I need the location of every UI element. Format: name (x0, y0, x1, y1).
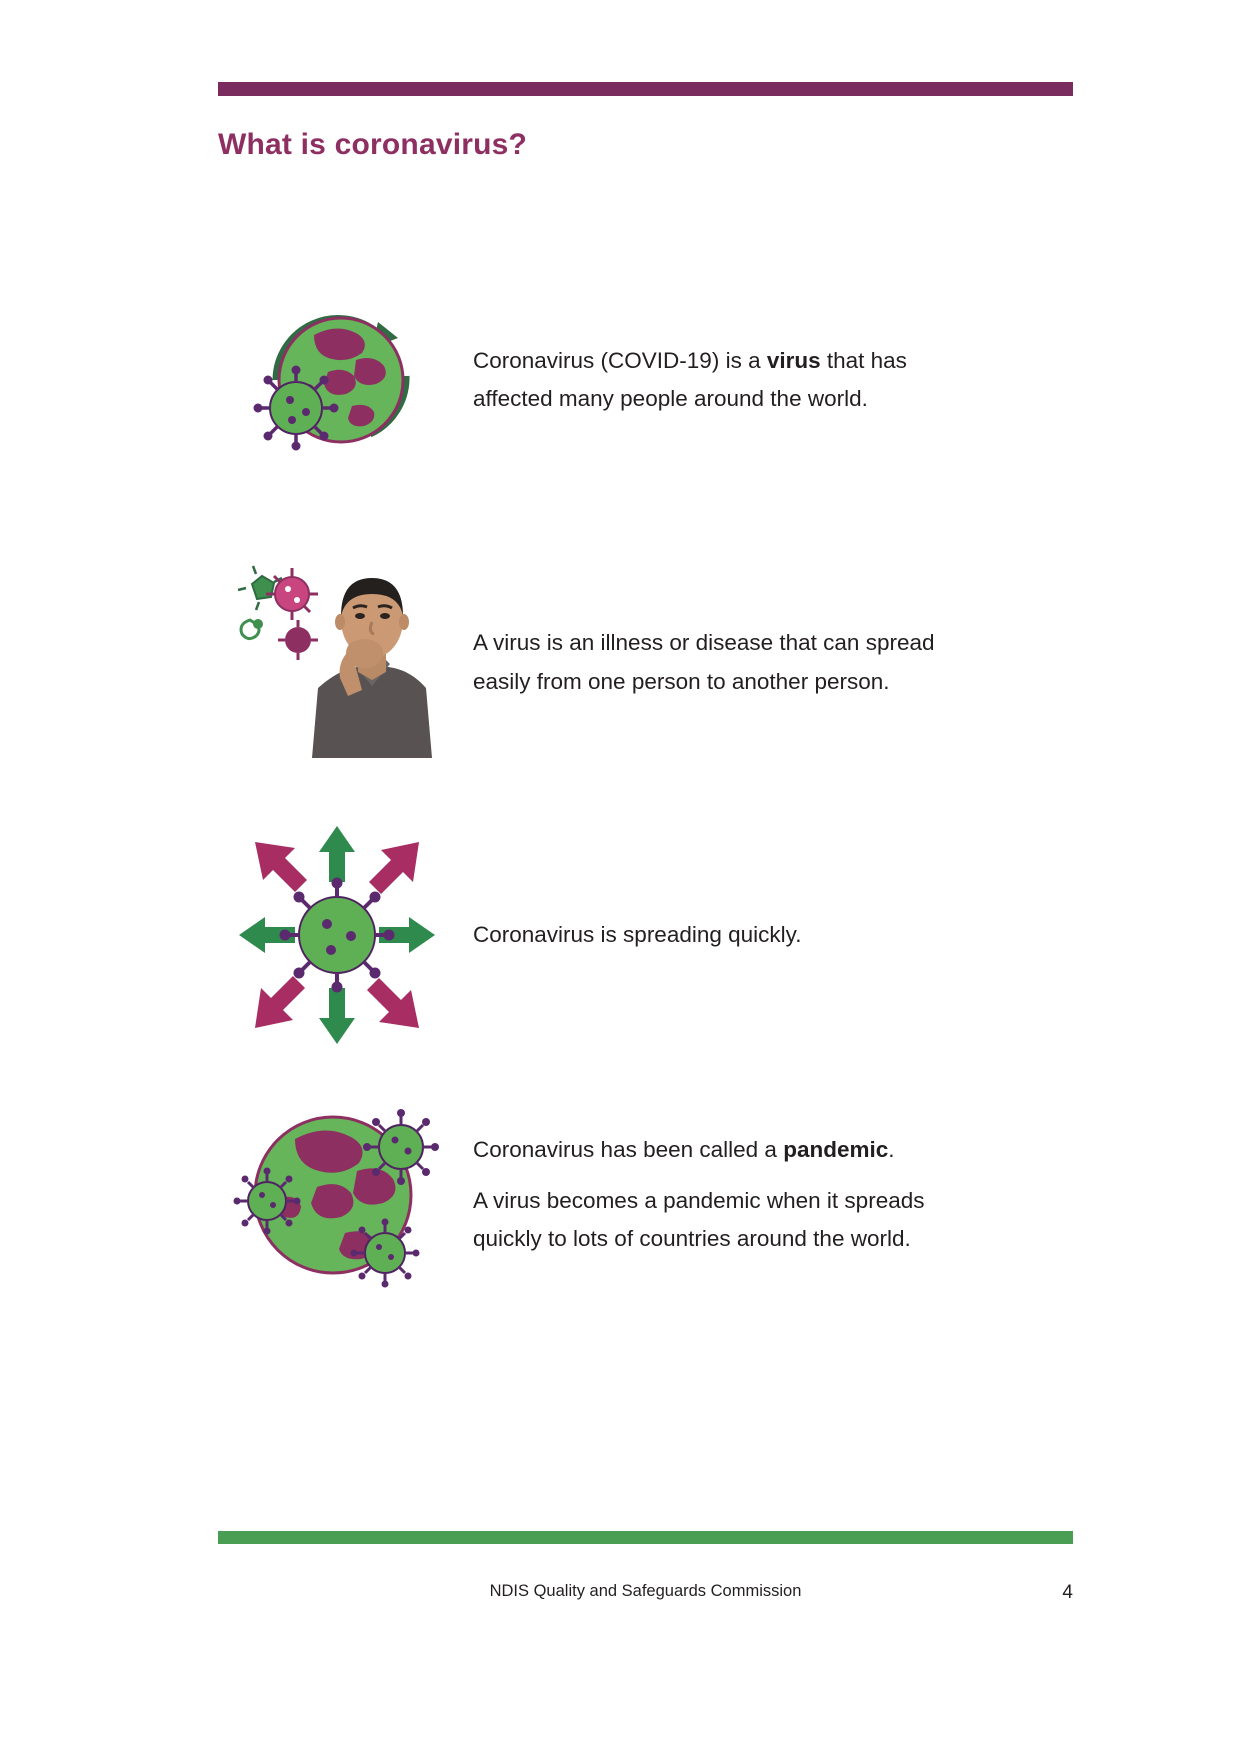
text-segment: quickly to lots of countries around the world. (473, 1226, 911, 1252)
row-line (473, 343, 1078, 379)
text-segment: . (888, 1137, 895, 1163)
text-segment: easily from one person to another person. (473, 668, 890, 694)
content-rows (218, 230, 1078, 1315)
globe-with-virus-and-arrows-icon (218, 280, 463, 480)
row-line (473, 1132, 1078, 1168)
text-segment: A virus becomes a pandemic when it spreads (473, 1187, 925, 1213)
page-title: What is coronavirus? (218, 128, 528, 161)
row-text (463, 625, 1078, 700)
content-row (218, 530, 1078, 795)
globe-pandemic-virus-icon (218, 1095, 463, 1295)
text-segment-bold: virus (766, 347, 821, 373)
row-line (473, 1221, 1078, 1257)
row-line (473, 664, 1078, 700)
virus-spreading-arrows-icon (218, 820, 463, 1050)
bottom-divider-rule (218, 1531, 1073, 1544)
person-coughing-with-germs-icon (218, 558, 463, 768)
text-segment-bold: pandemic (783, 1137, 889, 1163)
text-segment: that has (820, 347, 907, 373)
content-row (218, 230, 1078, 530)
text-segment: Coronavirus is spreading quickly. (473, 921, 802, 947)
row-line (473, 1183, 1078, 1219)
row-text (463, 343, 1078, 418)
content-row (218, 795, 1078, 1075)
content-row (218, 1075, 1078, 1315)
top-divider-rule (218, 82, 1073, 96)
row-line (473, 917, 1078, 953)
text-segment: Coronavirus has been called a (473, 1137, 784, 1163)
text-segment: Coronavirus (COVID-19) is a (473, 347, 767, 373)
row-line (473, 381, 1078, 417)
text-segment: affected many people around the world. (473, 386, 868, 411)
text-segment: A virus is an illness or disease that can spread (473, 630, 935, 656)
row-text (463, 917, 1078, 953)
row-line (473, 625, 1078, 661)
footer-organisation: NDIS Quality and Safeguards Commission (489, 1582, 802, 1600)
footer-page-number: 4 (1062, 1582, 1073, 1603)
row-text (463, 1132, 1078, 1257)
